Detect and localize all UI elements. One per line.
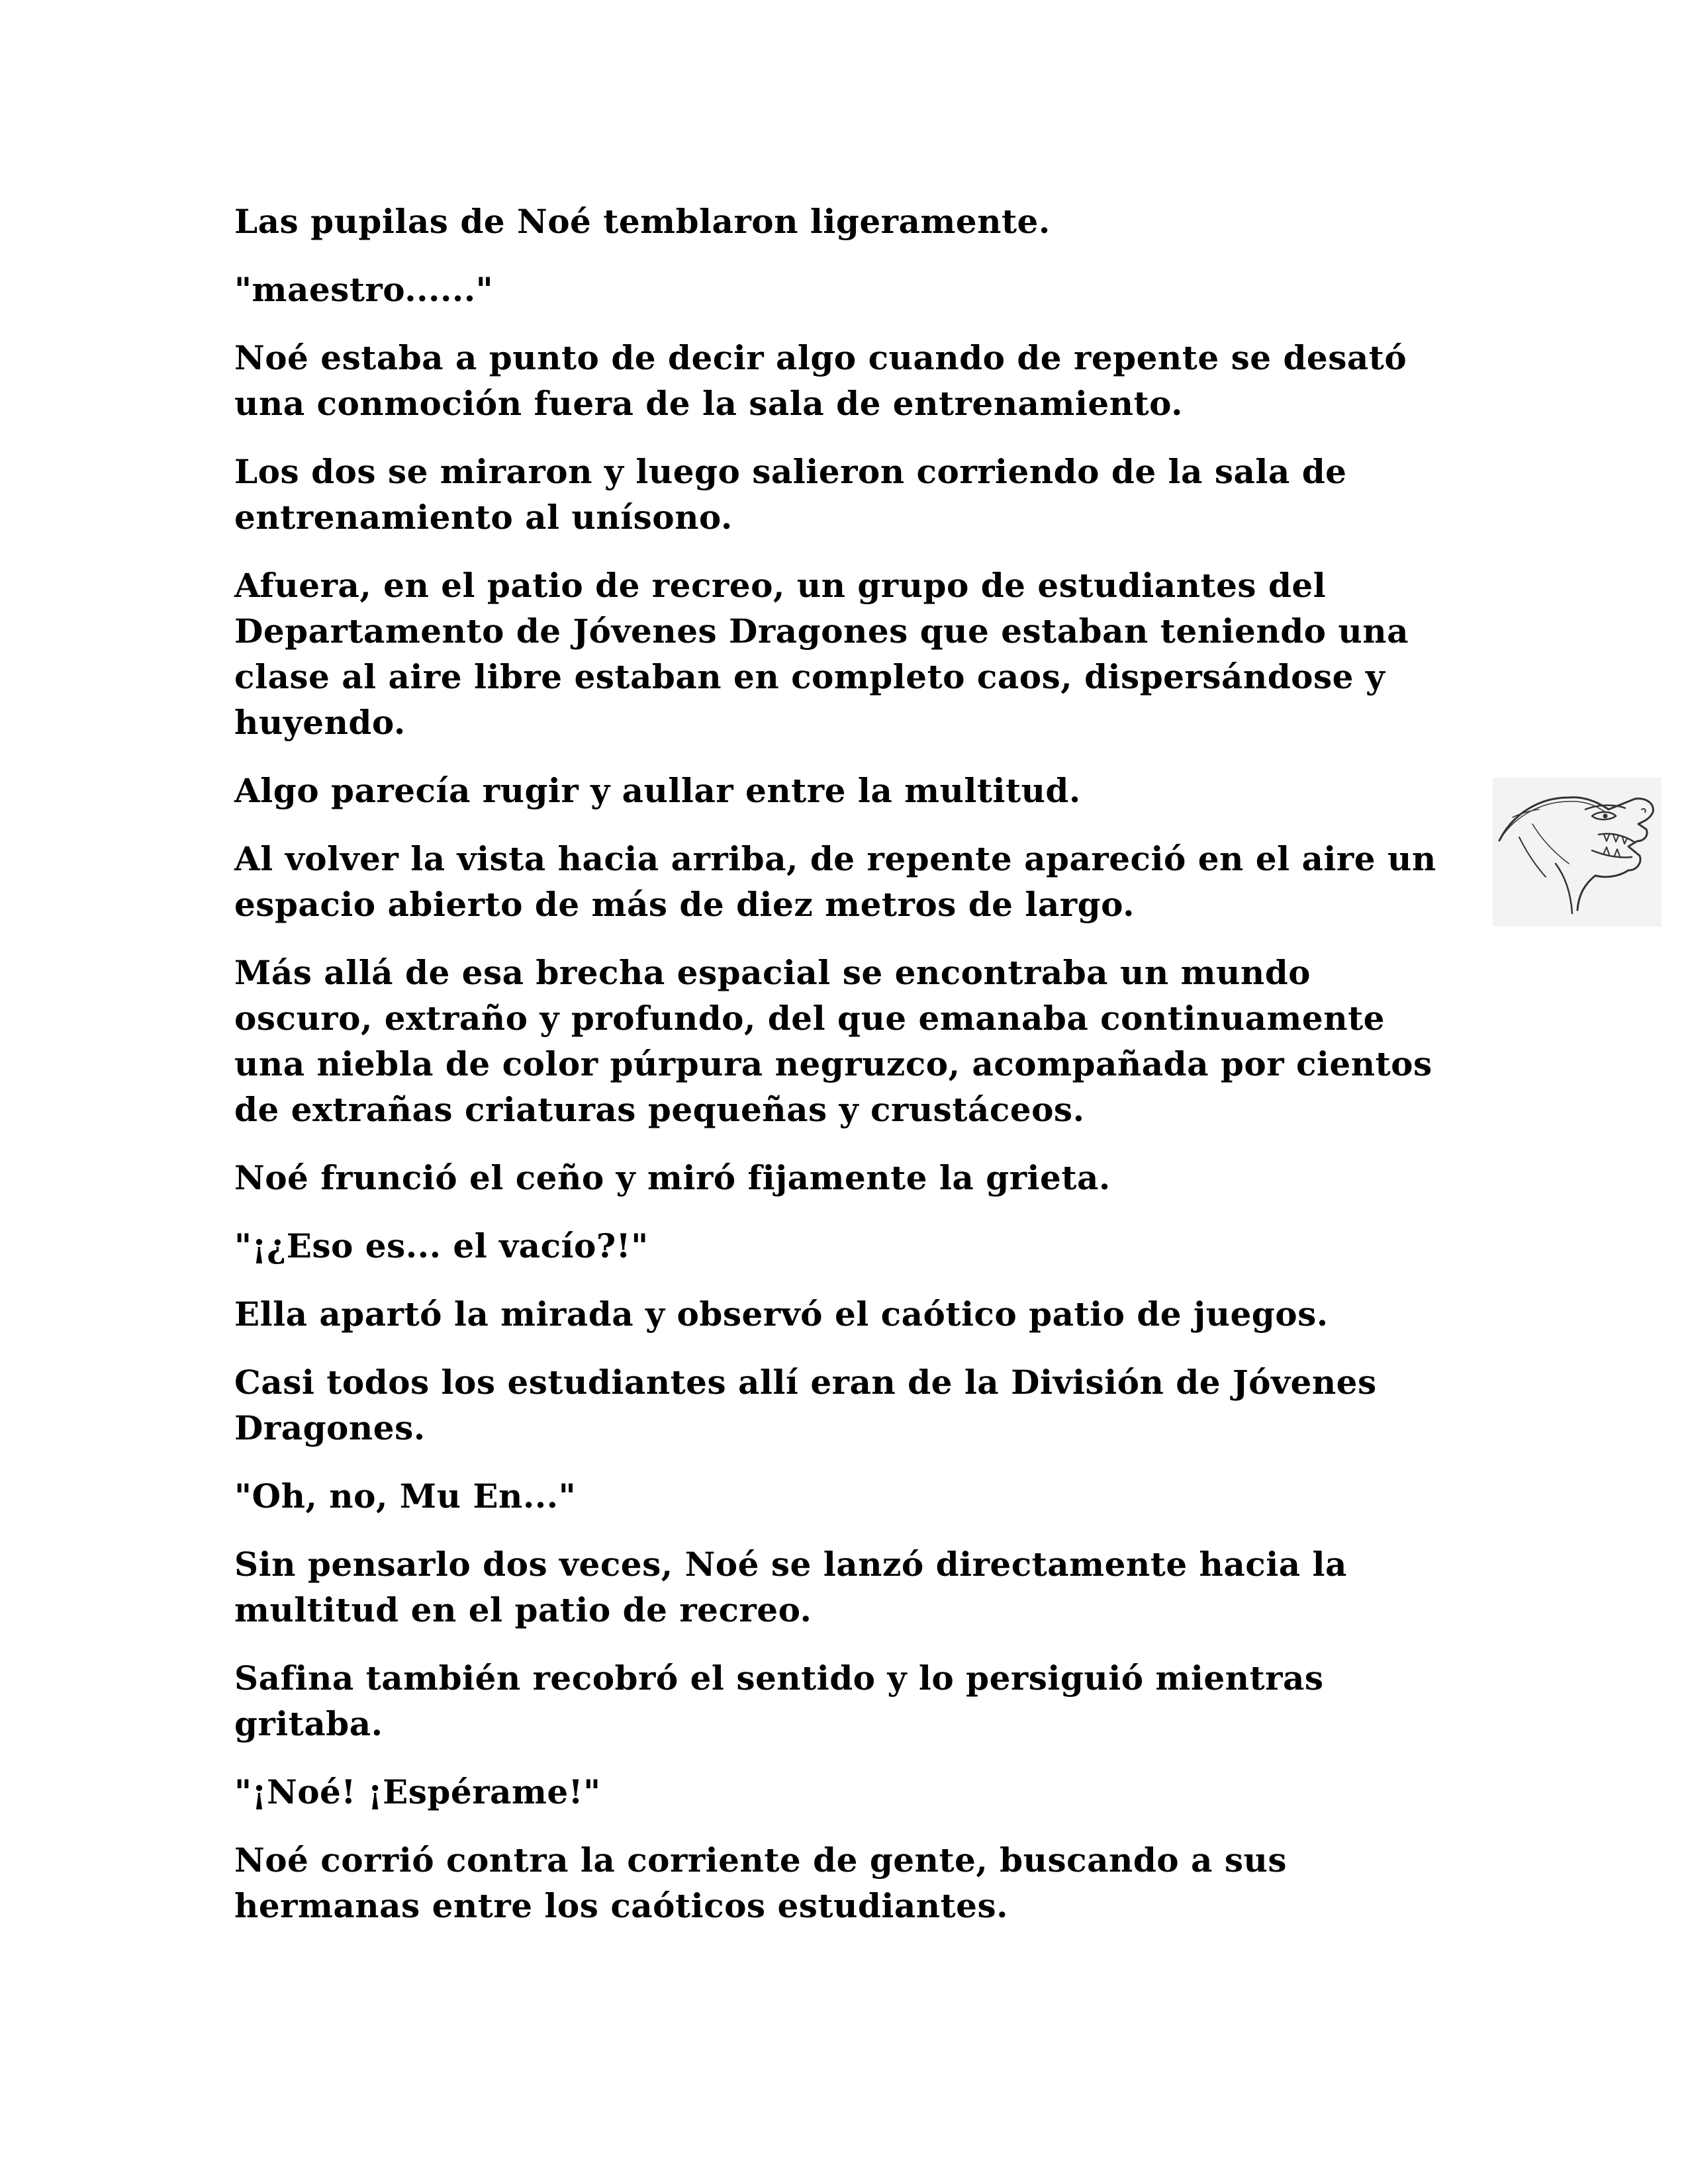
- paragraph: Noé corrió contra la corriente de gente, buscando a sus hermanas entre los caóticos estudiantes.: [234, 1841, 1287, 1925]
- paragraph: "Oh, no, Mu En...": [234, 1477, 577, 1516]
- paragraph: Safina también recobró el sentido y lo persiguió mientras gritaba.: [234, 1659, 1324, 1743]
- paragraph: Noé estaba a punto de decir algo cuando de repente se desató una conmoción fuera de la sala de entrenamiento.: [234, 338, 1407, 423]
- paragraph: Las pupilas de Noé temblaron ligeramente.: [234, 202, 1051, 241]
- paragraph: Ella apartó la mirada y observó el caótico patio de juegos.: [234, 1295, 1329, 1334]
- paragraph: "¡¿Eso es... el vacío?!": [234, 1226, 649, 1265]
- paragraph: Los dos se miraron y luego salieron corriendo de la sala de entrenamiento al unísono.: [234, 452, 1347, 537]
- paragraph: "¡Noé! ¡Espérame!": [234, 1772, 601, 1811]
- paragraph: Casi todos los estudiantes allí eran de la División de Jóvenes Dragones.: [234, 1363, 1377, 1447]
- dinosaur-head-sketch-icon: [1493, 778, 1662, 927]
- paragraph: Noé frunció el ceño y miró fijamente la grieta.: [234, 1158, 1111, 1197]
- paragraph: Sin pensarlo dos veces, Noé se lanzó directamente hacia la multitud en el patio de recreo.: [234, 1545, 1347, 1629]
- paragraph: "maestro......": [234, 270, 494, 309]
- paragraph: Al volver la vista hacia arriba, de repente apareció en el aire un espacio abierto de más de diez metros de largo.: [234, 839, 1436, 924]
- paragraph: Afuera, en el patio de recreo, un grupo de estudiantes del Departamento de Jóvenes Dragones que estaban teniendo una clase al aire libre estaban en completo caos, dispersándose y huyendo.: [234, 566, 1409, 742]
- paragraph: Algo parecía rugir y aullar entre la multitud.: [234, 771, 1081, 810]
- paragraph: Más allá de esa brecha espacial se encontraba un mundo oscuro, extraño y profundo, del que emanaba continuamente una niebla de color púrpura negruzco, acompañada por cientos de extrañas criaturas pequeñas y crustáceos.: [234, 953, 1432, 1129]
- text-body: [234, 199, 1452, 1951]
